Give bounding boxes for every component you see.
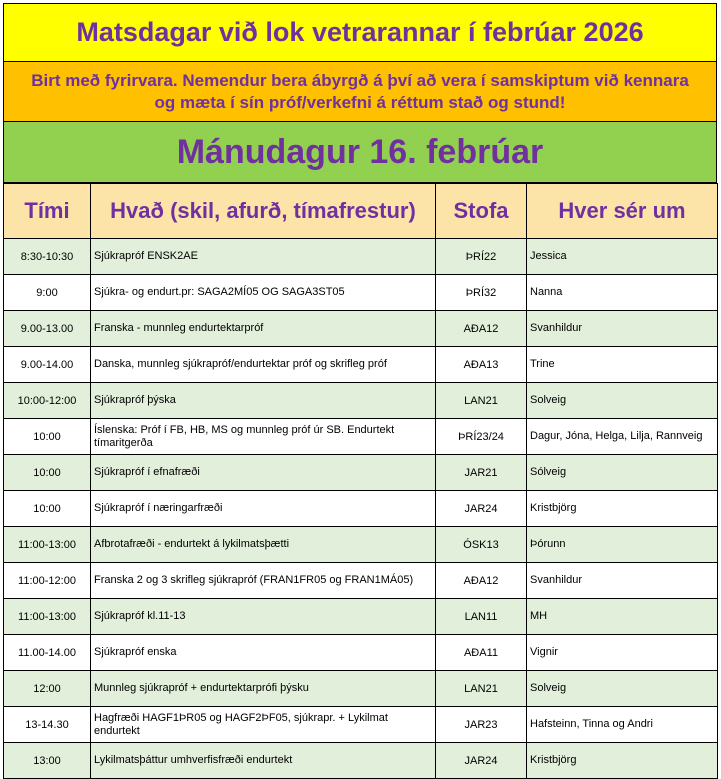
teacher-cell: Nanna [527,275,718,311]
table-row [4,563,718,599]
schedule-table [3,183,718,779]
notice-banner [3,62,717,122]
time-cell: 11.00-14.00 [4,635,91,671]
room-cell: LAN21 [436,383,527,419]
room-cell: AÐA12 [436,563,527,599]
table-row [4,419,718,455]
day-heading: Mánudagur 16. febrúar [3,122,717,183]
time-cell: 13:00 [4,743,91,779]
description-cell: Sjúkrapróf ENSK2AE [91,239,436,275]
room-cell: AÐA12 [436,311,527,347]
table-row [4,455,718,491]
room-cell: ÞRÍ32 [436,275,527,311]
page-title: Matsdagar við lok vetrarannar í febrúar 2026 [3,3,717,62]
notice-line-1: Birt með fyrirvara. Nemendur bera ábyrgð á því að vera í samskiptum við kennara [31,70,689,90]
table-row [4,275,718,311]
time-cell: 10:00-12:00 [4,383,91,419]
room-cell: JAR24 [436,491,527,527]
teacher-cell: Jessica [527,239,718,275]
table-row [4,491,718,527]
room-cell: JAR21 [436,455,527,491]
time-cell: 8:30-10:30 [4,239,91,275]
description-cell: Sjúkra- og endurt.pr: SAGA2MÍ05 OG SAGA3ST05 [91,275,436,311]
table-row [4,599,718,635]
room-cell: AÐA11 [436,635,527,671]
table-row [4,527,718,563]
time-cell: 12:00 [4,671,91,707]
description-cell: Sjúkrapróf kl.11-13 [91,599,436,635]
column-header-room: Stofa [436,184,527,239]
header-row [4,184,718,239]
table-row [4,671,718,707]
column-header-who: Hver sér um [527,184,718,239]
time-cell: 11:00-13:00 [4,599,91,635]
teacher-cell: Svanhildur [527,311,718,347]
room-cell: LAN11 [436,599,527,635]
table-row [4,239,718,275]
description-cell: Munnleg sjúkrapróf + endurtektarprófi þýsku [91,671,436,707]
table-row [4,383,718,419]
time-cell: 11:00-13:00 [4,527,91,563]
room-cell: JAR24 [436,743,527,779]
teacher-cell: Solveig [527,671,718,707]
teacher-cell: Trine [527,347,718,383]
room-cell: LAN21 [436,671,527,707]
room-cell: JAR23 [436,707,527,743]
time-cell: 10:00 [4,419,91,455]
table-row [4,635,718,671]
description-cell: Sjúkrapróf enska [91,635,436,671]
description-cell: Afbrotafræði - endurtekt á lykilmatsþætti [91,527,436,563]
schedule-sheet [3,3,717,779]
description-cell: Franska 2 og 3 skrifleg sjúkrapróf (FRAN1FR05 og FRAN1MÁ05) [91,563,436,599]
column-header-time: Tími [4,184,91,239]
description-cell: Danska, munnleg sjúkrapróf/endurtektar próf og skrifleg próf [91,347,436,383]
table-row [4,347,718,383]
teacher-cell: MH [527,599,718,635]
time-cell: 9.00-13.00 [4,311,91,347]
teacher-cell: Hafsteinn, Tinna og Andri [527,707,718,743]
notice-line-2: og mæta í sín próf/verkefni á réttum stað og stund! [154,92,566,112]
room-cell: ÞRÍ23/24 [436,419,527,455]
description-cell: Lykilmatsþáttur umhverfisfræði endurtekt [91,743,436,779]
room-cell: AÐA13 [436,347,527,383]
time-cell: 10:00 [4,491,91,527]
description-cell: Sjúkrapróf í næringarfræði [91,491,436,527]
time-cell: 9:00 [4,275,91,311]
description-cell: Franska - munnleg endurtektarpróf [91,311,436,347]
description-cell: Hagfræði HAGF1ÞR05 og HAGF2ÞF05, sjúkrapr. + Lykilmat endurtekt [91,707,436,743]
time-cell: 13-14.30 [4,707,91,743]
room-cell: ÞRÍ22 [436,239,527,275]
teacher-cell: Vignir [527,635,718,671]
teacher-cell: Dagur, Jóna, Helga, Lilja, Rannveig [527,419,718,455]
table-row [4,311,718,347]
teacher-cell: Solveig [527,383,718,419]
time-cell: 9.00-14.00 [4,347,91,383]
teacher-cell: Þórunn [527,527,718,563]
room-cell: ÓSK13 [436,527,527,563]
teacher-cell: Kristbjörg [527,491,718,527]
description-cell: Sjúkrapróf í efnafræði [91,455,436,491]
time-cell: 10:00 [4,455,91,491]
time-cell: 11:00-12:00 [4,563,91,599]
teacher-cell: Sólveig [527,455,718,491]
teacher-cell: Svanhildur [527,563,718,599]
column-header-what: Hvað (skil, afurð, tímafrestur) [91,184,436,239]
teacher-cell: Kristbjörg [527,743,718,779]
description-cell: Sjúkrapróf þýska [91,383,436,419]
table-row [4,707,718,743]
table-row [4,743,718,779]
description-cell: Íslenska: Próf í FB, HB, MS og munnleg próf úr SB. Endurtekt tímaritgerða [91,419,436,455]
